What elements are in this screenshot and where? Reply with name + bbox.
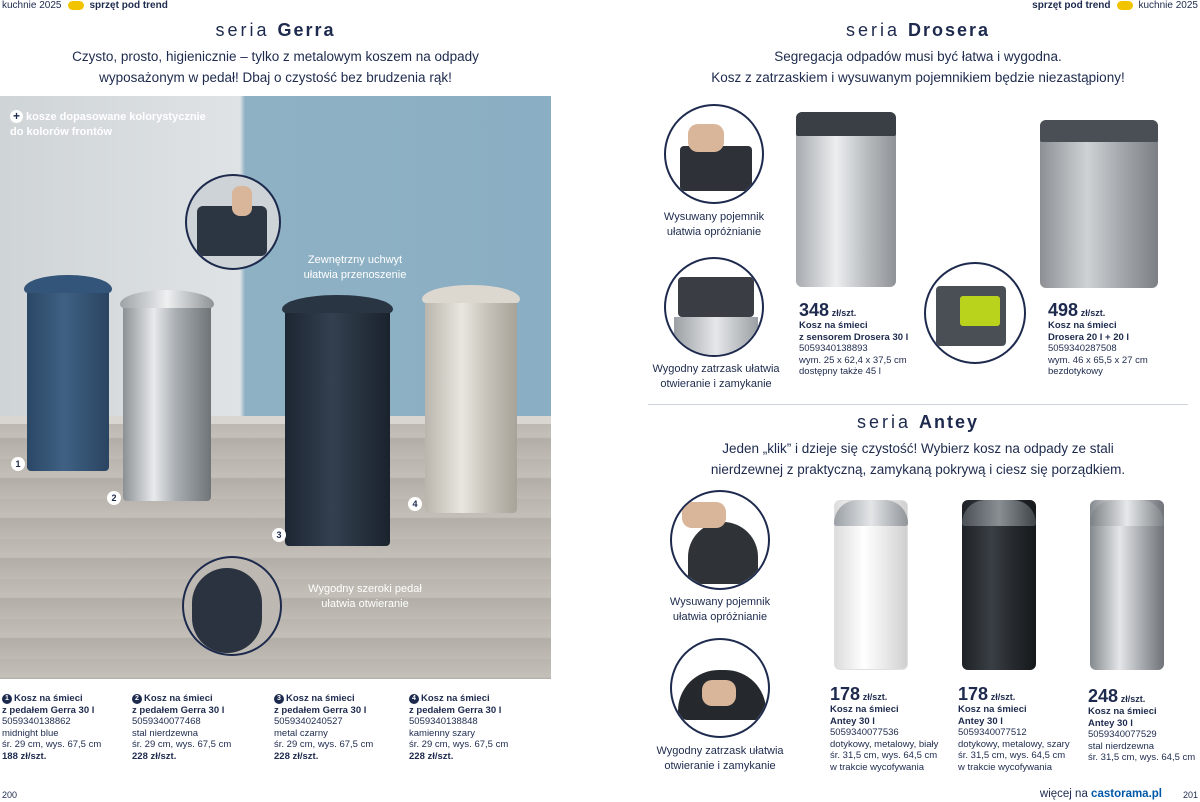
product-caption-1 [2,693,134,762]
product-price: 228 zł/szt. [409,750,454,762]
product-dims: śr. 29 cm, wys. 67,5 cm [409,739,509,750]
product-caption-4 [409,693,541,762]
product-name: Kosz na śmieci [286,693,355,704]
antey-lead [648,438,1188,480]
caption-number: 3 [274,694,284,704]
product-note: w trakcie wycofywania [830,761,924,773]
product-name: Kosz na śmieci [421,693,490,704]
antey-steel-price-block [1088,686,1195,764]
product-code: 5059340287508 [1048,343,1117,354]
detail-pedal-circle [182,556,282,656]
product-name: Antey 30 l [830,715,875,727]
accent-pill [1117,1,1133,10]
antey-latch-circle [670,638,770,738]
product-code: 5059340138862 [2,716,71,727]
product-note: bezdotykowy [1048,366,1103,377]
drosera-30-image [796,112,896,287]
drosera-lead [648,46,1188,88]
caption-number: 1 [2,694,12,704]
bin-grey [425,291,517,513]
product-code: 5059340077529 [1088,729,1157,740]
product-name: Kosz na śmieci [830,704,899,715]
price-value: 178 [958,684,989,704]
lead-line: wyposażonym w pedał! Dbaj o czystość bez brudzenia rąk! [99,70,452,85]
callout-line: Wygodny zatrzask ułatwia [656,745,784,757]
drosera-title [648,20,1188,41]
header-right [1032,0,1198,11]
product-desc: dotykowy, metalowy, biały [830,738,939,750]
product-name: Kosz na śmieci [799,320,868,331]
product-name: z pedałem Gerra 30 l [132,704,225,716]
bin-steel [123,296,211,501]
antey-black-image [962,500,1036,670]
price-value: 178 [830,684,861,704]
product-color: midnight blue [2,727,59,739]
antey-container-circle [670,490,770,590]
product-dims: śr. 29 cm, wys. 67,5 cm [132,739,232,750]
note-line: do kolorów frontów [10,126,113,138]
product-note: w trakcie wycofywania [958,761,1052,773]
catalog-label: kuchnie 2025 [1138,0,1198,11]
price-unit: zł/szt. [831,308,857,318]
product-caption-2 [132,693,264,762]
antey-black-price-block [958,684,1070,773]
antey-steel-image [1090,500,1164,670]
product-color: metal czarny [274,727,328,739]
callout-line: ułatwia opróżnianie [666,226,762,238]
section-divider [648,404,1188,405]
photo-note [10,110,230,140]
drosera-30-price-block [799,300,908,378]
product-dims: śr. 29 cm, wys. 67,5 cm [2,739,102,750]
product-name: Antey 30 l [1088,717,1133,729]
gerra-lead [0,46,551,88]
product-name: z sensorem Drosera 30 l [799,331,909,343]
product-code: 5059340077536 [830,727,899,738]
callout-line: Wysuwany pojemnik [669,596,771,608]
product-dims: śr. 31,5 cm, wys. 64,5 cm [1088,752,1196,763]
title-name: Drosera [907,20,991,40]
badge-3: 3 [272,528,286,542]
callout-line: otwieranie i zamykanie [664,760,776,772]
callout-line: otwieranie i zamykanie [660,378,772,390]
product-name: z pedałem Gerra 30 l [2,704,95,716]
product-desc: dotykowy, metalowy, szary [958,738,1070,750]
badge-1: 1 [11,457,25,471]
product-code: 5059340077512 [958,727,1027,738]
caption-number: 4 [409,694,419,704]
page-number-left: 200 [2,790,18,800]
price-value: 498 [1048,300,1079,320]
product-price: 188 zł/szt. [2,750,47,762]
title-prefix: seria [215,20,270,40]
website-link[interactable]: castorama.pl [1091,788,1162,800]
price-unit: zł/szt. [1080,308,1106,318]
callout-line: ułatwia przenoszenie [303,269,407,281]
price-value: 348 [799,300,830,320]
drosera-callout-latch [642,362,790,392]
antey-white-price-block [830,684,938,773]
page-number-right: 201 [1182,790,1198,800]
product-dims: wym. 46 x 65,5 x 27 cm [1048,354,1148,366]
product-name: Kosz na śmieci [1048,320,1117,331]
product-name: Kosz na śmieci [14,693,83,704]
product-dims: śr. 29 cm, wys. 67,5 cm [274,739,374,750]
lead-line: nierdzewnej z praktyczną, zamykaną pokrywą i ciesz się porządkiem. [710,462,1126,477]
plus-icon: + [10,110,23,123]
product-name: Drosera 20 l + 20 l [1048,331,1130,343]
lead-line: Kosz z zatrzaskiem i wysuwanym pojemnikiem będzie niezastąpiony! [711,70,1125,85]
product-code: 5059340240527 [274,716,343,727]
footer-link[interactable] [1040,788,1162,800]
note-line: kosze dopasowane kolorystycznie [26,111,206,123]
badge-2: 2 [107,491,121,505]
callout-handle [285,253,425,283]
antey-callout-latch [646,744,794,774]
product-code: 5059340077468 [132,716,201,727]
callout-pedal [290,582,440,612]
product-dims: śr. 31,5 cm, wys. 64,5 cm [958,750,1066,761]
product-dims: wym. 25 x 62,4 x 37,5 cm [799,354,907,366]
header-left [2,0,168,11]
product-color: kamienny szary [409,727,475,739]
callout-line: Wysuwany pojemnik [663,211,765,223]
product-name: Antey 30 l [958,715,1003,727]
title-prefix: seria [845,20,900,40]
product-name: Kosz na śmieci [144,693,213,704]
bin-black [285,301,390,546]
callout-line: ułatwia opróżnianie [672,611,768,623]
drosera-20-20-price-block [1048,300,1148,378]
price-unit: zł/szt. [862,692,888,702]
product-code: 5059340138848 [409,716,478,727]
section-label: sprzęt pod trend [1032,0,1111,11]
gerra-photo [0,96,551,679]
antey-white-image [834,500,908,670]
lead-line: Czysto, prosto, higienicznie – tylko z metalowym koszem na odpady [72,49,479,64]
drosera-latch-circle [664,257,764,357]
drosera-insert-circle [924,262,1026,364]
product-name: z pedałem Gerra 30 l [274,704,367,716]
title-name: Antey [919,412,980,432]
product-desc: stal nierdzewna [1088,740,1155,752]
product-name: z pedałem Gerra 30 l [409,704,502,716]
product-name: Kosz na śmieci [1088,706,1157,717]
drosera-20-20-image [1040,120,1158,288]
callout-line: Wygodny szeroki pedał [308,583,422,595]
product-dims: śr. 31,5 cm, wys. 64,5 cm [830,750,938,761]
lead-line: Jeden „klik” i dzieje się czystość! Wybierz kosz na odpady ze stali [722,441,1114,456]
callout-line: Zewnętrzny uchwyt [307,254,403,266]
title-name: Gerra [277,20,336,40]
title-prefix: seria [856,412,911,432]
price-value: 248 [1088,686,1119,706]
catalog-label: kuchnie 2025 [2,0,62,11]
lead-line: Segregacja odpadów musi być łatwa i wygodna. [774,49,1062,64]
drosera-callout-container [648,210,780,240]
product-code: 5059340138893 [799,343,868,354]
drosera-container-circle [664,104,764,204]
detail-handle-circle [185,174,281,270]
antey-title [648,412,1188,433]
section-label: sprzęt pod trend [89,0,168,11]
accent-pill [68,1,84,10]
product-name: Kosz na śmieci [958,704,1027,715]
caption-number: 2 [132,694,142,704]
antey-callout-container [654,595,786,625]
price-unit: zł/szt. [1120,694,1146,704]
callout-line: Wygodny zatrzask ułatwia [652,363,780,375]
product-price: 228 zł/szt. [132,750,177,762]
callout-line: ułatwia otwieranie [321,598,409,610]
product-note: dostępny także 45 l [799,366,881,377]
gerra-title [0,20,551,41]
price-unit: zł/szt. [990,692,1016,702]
product-caption-3 [274,693,406,762]
bin-blue [27,281,109,471]
product-color: stal nierdzewna [132,727,199,739]
footer-more-text: więcej na [1039,788,1088,800]
badge-4: 4 [408,497,422,511]
product-price: 228 zł/szt. [274,750,319,762]
